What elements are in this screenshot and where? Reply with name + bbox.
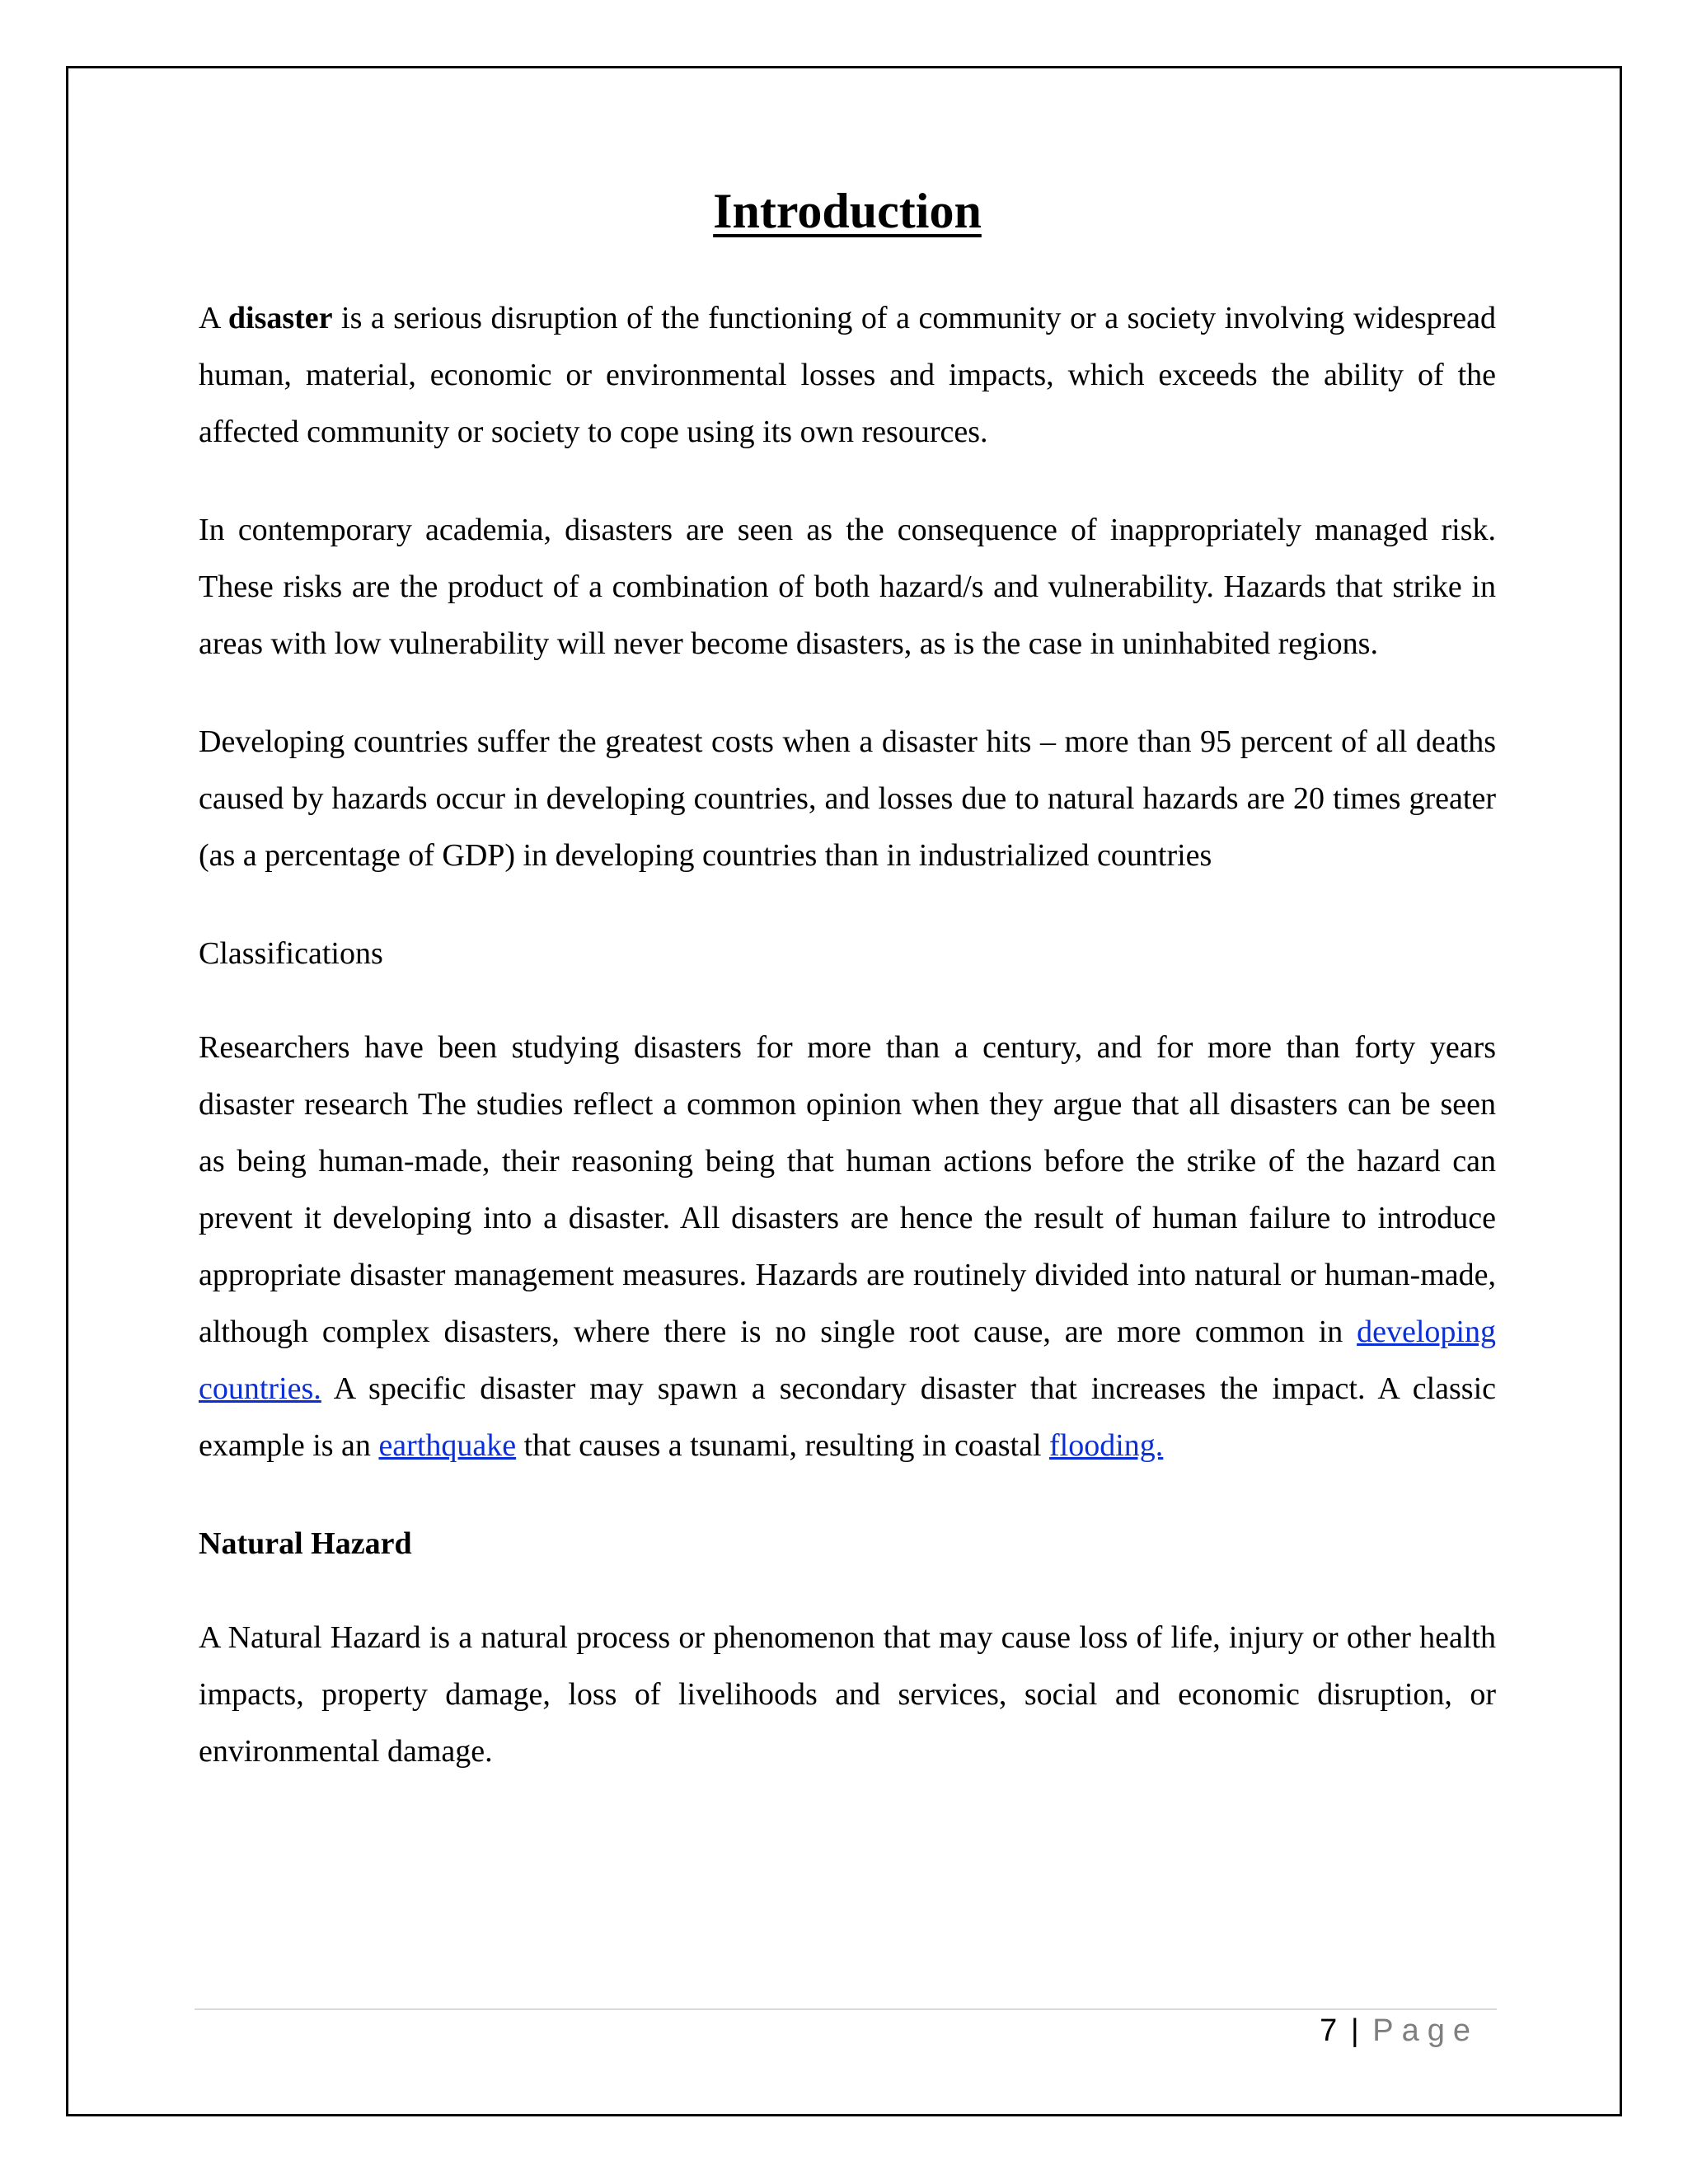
paragraph-classifications — [199, 1019, 1496, 1474]
paragraph-contemporary-academia: In contemporary academia, disasters are seen as the consequence of inappropriately managed risk. These risks are the product of a combination of both hazard/s and vulnerability. Hazards that strike in areas with low vulnerability will never become disasters, as is the case in uninhabited regions. — [199, 513, 1496, 661]
paragraph-lead: A — [199, 301, 228, 335]
page-title: Introduction — [713, 184, 982, 238]
paragraph-developing-countries: Developing countries suffer the greatest costs when a disaster hits – more than 95 percent of all deaths caused by hazards occur in developing countries, and losses due to natural hazards are 20 times greater (as a percentage of GDP) in developing countries than in industrialized countries — [199, 724, 1496, 873]
paragraph-disaster-definition — [199, 290, 1496, 461]
paragraph-text: that causes a tsunami, resulting in coastal — [516, 1428, 1050, 1463]
term-disaster: disaster — [227, 301, 333, 335]
heading-natural-hazard: Natural Hazard — [199, 1526, 412, 1561]
page-number: 7 — [1320, 2013, 1338, 2048]
heading-classifications: Classifications — [199, 936, 383, 971]
page-separator: | — [1350, 2013, 1359, 2048]
page-content — [199, 181, 1496, 1821]
link-developing-countries[interactable]: developing countries. — [199, 1315, 1496, 1406]
paragraph-text: A specific disaster may spawn a secondary disaster that increases the impact. A classic example is an — [199, 1371, 1496, 1463]
link-earthquake[interactable]: earthquake — [378, 1428, 517, 1463]
paragraph-natural-hazard: A Natural Hazard is a natural process or phenomenon that may cause loss of life, injury or other health impacts, property damage, loss of livelihoods and services, social and economic disruption, or environmental damage. — [199, 1620, 1496, 1769]
page-footer — [1320, 2011, 1479, 2050]
page-label: Page — [1372, 2013, 1479, 2048]
paragraph-text: is a serious disruption of the functioning of a community or a society involving widespread human, material, economic or environmental losses and impacts, which exceeds the ability of the affected community or society to cope using its own resources. — [199, 301, 1496, 449]
paragraph-text: Researchers have been studying disasters for more than a century, and for more than forty years disaster research The studies reflect a common opinion when they argue that all disasters can be seen as being human-made, their reasoning being that human actions before the strike of the hazard can prevent it developing into a disaster. All disasters are hence the result of human failure to introduce appropriate disaster management measures. Hazards are routinely divided into natural or human-made, although complex disasters, where there is no single root cause, are more common in — [199, 1030, 1496, 1349]
link-flooding[interactable]: flooding. — [1049, 1428, 1164, 1463]
footer-divider — [195, 2008, 1497, 2010]
